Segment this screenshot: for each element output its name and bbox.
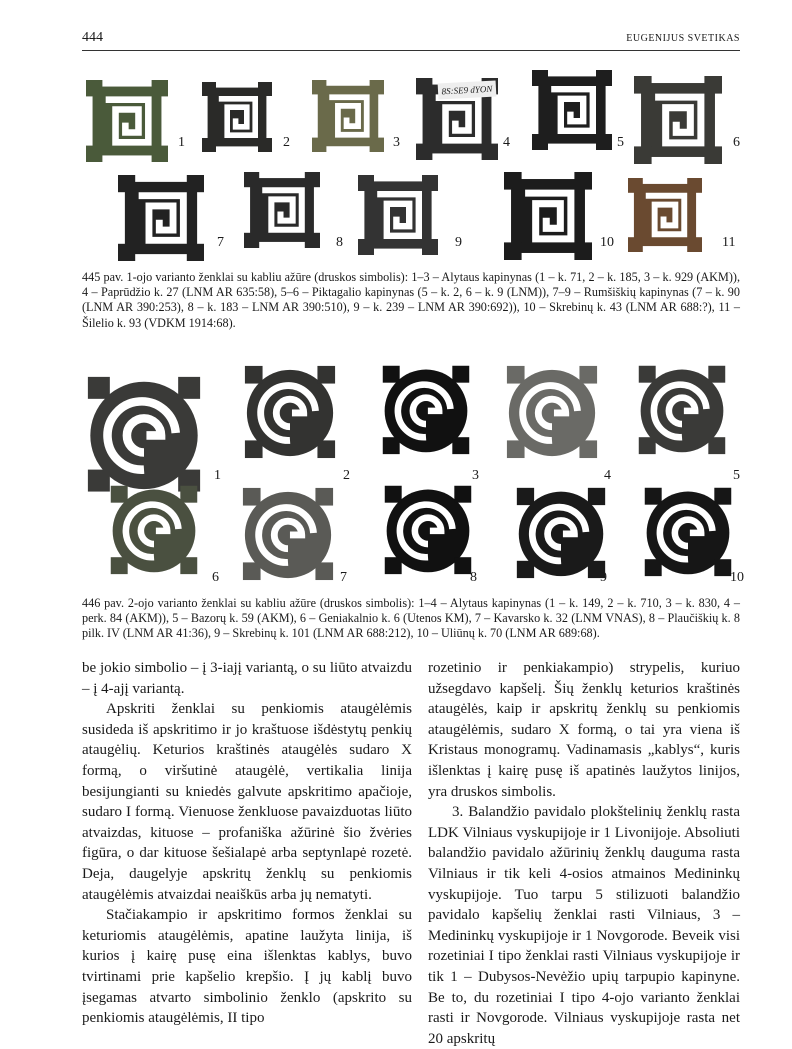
artifact-photo: [528, 70, 616, 150]
artifact-photo: [238, 172, 326, 248]
figure-item-number: 7: [340, 570, 347, 585]
figure-item-number: 4: [604, 468, 611, 483]
paragraph: Stačiakampio ir apskritimo formos ženklai su keturiomis ataugėlėmis, apatine laužyta linija, iš kurios į kairę pusę eina išlenktas kablys, buvo tvirtinami prie kapšelio krepšio. Į jų kablį buvo įsegamas atvarto simbolinio ženklo (apskrito su penkiomis ataugėlėmis, II tipo: [82, 907, 412, 1027]
figure-item-number: 4: [503, 135, 510, 150]
figure-item-number: 6: [212, 570, 219, 585]
museum-label: 8S:SE9 dYON: [438, 80, 497, 99]
figure-item-number: 2: [283, 135, 290, 150]
figure-item-number: 1: [178, 135, 185, 150]
figure-item-number: 3: [472, 468, 479, 483]
page-number: 444: [82, 30, 103, 45]
figure-item-number: 8: [470, 570, 477, 585]
figure-item-number: 11: [722, 235, 736, 250]
text-column-left: [82, 658, 412, 1029]
figure-item-number: 5: [733, 468, 740, 483]
artifact-photo: [238, 362, 342, 460]
artifact-photo: [104, 482, 204, 576]
artifact-photo: [498, 172, 598, 260]
figure-item-number: 5: [617, 135, 624, 150]
paragraph: be jokio simbolio – į 3-iajį variantą, o su liūto atvaizdu – į 4-ajį variantą.: [82, 660, 412, 697]
figure-item-number: 10: [600, 235, 614, 250]
artifact-photo: [500, 362, 604, 460]
figure-item-number: 1: [214, 468, 221, 483]
figure-item-number: 9: [600, 570, 607, 585]
figure-item-number: 6: [733, 135, 740, 150]
figure-445-caption: 445 pav. 1-ojo varianto ženklai su kabliu ažūre (druskos simbolis): 1–3 – Alytaus kapinynas (1 – k. 71, 2 – k. 185, 3 – k. 929 (AKM)), 4 – Paprūdžio k. 27 (LNM AR 635:58), 5–6 – Piktagalio kapinynas (5 – k. 2, 6 – k. 9 (LNM)), 7–9 – Rumšiškių kapinynas (7 – k. 90 (LNM AR 390:253), 8 – k. 183 – LNM AR 390:510), 9 – k. 239 – LNM AR 390:692)), 10 – Skrebinų k. 43 (LNM AR 688:?), 11 – Šilelio k. 93 (VDKM 1914:68).: [82, 270, 740, 330]
figure-item-number: 10: [730, 570, 744, 585]
artifact-photo: [510, 484, 612, 580]
paragraph: 3. Balandžio pavidalo plokštelinių ženklų rasta LDK Vilniaus vyskupijoje ir 1 Livonijoje. Absoliuti balandžio pavidalo ažūrinių ženklų dauguma rasta Vilniaus ir tik keli 4-osios atmainos Medininkų vyskupijoje. Tuo tarpu 5 stilizuoti balandžio pavidalo kapšelių ženklai rasti Vilniaus, 3 – Medininkų vyskupijoje ir 1 Novgorode. Beveik visi rozetiniai I tipo ženklai rasti Vilniaus vyskupijoje ir tik 1 – Dubysos-Nevėžio upių tarpupio kapinyne. Be to, du rozetiniai I tipo 4-ojo varianto ženklai rasti ir Novgorode. Vilniaus vyskupijoje rasta net 20 apskritų: [428, 804, 740, 1047]
text-column-right: [428, 658, 740, 1049]
artifact-photo: [630, 76, 726, 164]
figure-item-number: 9: [455, 235, 462, 250]
figure-item-number: 8: [336, 235, 343, 250]
running-head: EUGENIJUS SVETIKAS: [626, 33, 740, 44]
artifact-photo: [378, 482, 478, 576]
artifact-photo: [236, 484, 340, 582]
figure-item-number: 3: [393, 135, 400, 150]
artifact-photo: [638, 484, 738, 578]
paragraph: Apskriti ženklai su penkiomis ataugėlėmis susideda iš apskritimo ir jo kraštuose išdėstytų penkių ataugėlių. Keturios kraštinės ataugėlės sudaro X formą, o viršutinė ataugėlė, vertikalia linija besijungianti su kniedės galvute apskritimo apačioje, sudaro I formą. Vienuose ženkluose pavaizduotas liūto atvaizdas, kituose – profaniška ažūrinė šio žvėries figūra, o dar kituose šešialapė arba septynlapė rozetė. Deja, daugelyje apskritų ženklų su penkiomis ataugėlėmis atvaizdai neaiškūs arba jų nematyti.: [82, 701, 412, 903]
artifact-photo: [632, 362, 732, 456]
artifact-photo: [82, 80, 172, 162]
artifact-photo: [376, 362, 476, 456]
artifact-photo: [80, 372, 208, 494]
artifact-photo: [622, 178, 708, 252]
artifact-photo: [352, 175, 444, 255]
figure-item-number: 7: [217, 235, 224, 250]
artifact-photo: [308, 80, 388, 152]
header-rule: [82, 50, 740, 51]
artifact-photo: [112, 175, 210, 261]
figure-446-caption: 446 pav. 2-ojo varianto ženklai su kabliu ažūre (druskos simbolis): 1–4 – Alytaus kapinynas (1 – k. 149, 2 – k. 710, 3 – k. 830, 4 – perk. 84 (AKM)), 5 – Bazorų k. 59 (AKM), 6 – Geniakalnio k. 6 (Utenos KM), 7 – Kavarsko k. 32 (LNM VNAS), 8 – Plaučiškių k. 8 pilk. IV (LNM AR 41:36), 9 – Skrebinų k. 101 (LNM AR 688:212), 10 – Uliūnų k. 70 (LNM AR 689:68).: [82, 596, 740, 641]
paragraph: rozetinio ir penkiakampio) strypelis, kuriuo užsegdavo kapšelį. Šių ženklų keturios kraštinės ataugėlės, kaip ir apskritų ženklų su penkiomis ataugėlėmis, sudaro X formą, o tai yra viena iš Kristaus monogramų. Vadinamasis „kablys“, kuris išlenktas į kairę pusę iš apatinės laužytos linijos, yra druskos simbolis.: [428, 660, 740, 800]
figure-item-number: 2: [343, 468, 350, 483]
artifact-photo: [198, 82, 276, 152]
